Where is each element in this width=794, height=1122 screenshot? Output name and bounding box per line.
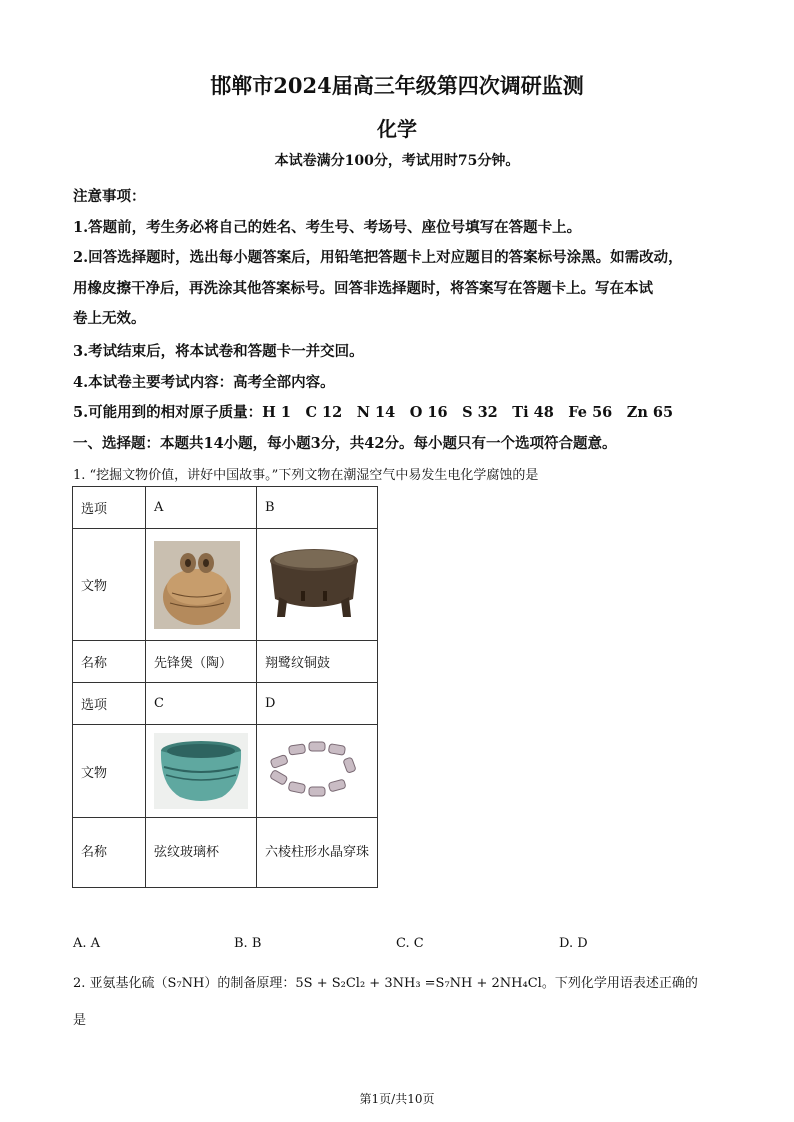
table-cell xyxy=(146,725,257,818)
answer-option-a: A. A xyxy=(73,936,101,951)
notice-heading: 注意事项： xyxy=(73,188,146,205)
notice-item-2-line-2: 用橡皮擦干净后，再洗涂其他答案标号。回答非选择题时，将答案写在答题卡上。写在本试 xyxy=(73,280,653,297)
page-footer: 第1页/共10页 xyxy=(359,1092,435,1106)
notice-item-2-line-1: 2.回答选择题时，选出每小题答案后，用铅笔把答题卡上对应题目的答案标号涂黑。如需改动， xyxy=(73,249,683,266)
table-cell: 六棱柱形水晶穿珠 xyxy=(257,818,378,888)
pottery-jar-image xyxy=(154,541,240,629)
table-row xyxy=(73,487,378,529)
table-cell: 名称 xyxy=(73,818,146,888)
table-row xyxy=(73,818,378,888)
bronze-drum-image xyxy=(265,541,363,629)
answer-option-d: D. D xyxy=(559,936,588,951)
section-heading: 一、选择题：本题共14小题，每小题3分，共42分。每小题只有一个选项符合题意。 xyxy=(73,435,617,452)
notice-item-4: 4.本试卷主要考试内容：高考全部内容。 xyxy=(73,374,335,391)
table-row xyxy=(73,725,378,818)
exam-info: 本试卷满分100分，考试用时75分钟。 xyxy=(274,153,520,169)
notice-item-1: 1.答题前，考生务必将自己的姓名、考生号、考场号、座位号填写在答题卡上。 xyxy=(73,219,582,236)
table-cell: 弦纹玻璃杯 xyxy=(146,818,257,888)
table-cell xyxy=(257,529,378,641)
table-cell: 翔鹭纹铜鼓 xyxy=(257,641,378,683)
question-2-suffix: 。下列化学用语表述正确的 xyxy=(541,976,698,991)
table-cell xyxy=(257,725,378,818)
notice-item-3: 3.考试结束后，将本试卷和答题卡一并交回。 xyxy=(73,343,364,360)
page-title: 邯郸市2024届高三年级第四次调研监测 xyxy=(210,73,584,98)
reaction-equation: 5S + S₂Cl₂ + 3NH₃ =S₇NH + 2NH₄Cl xyxy=(295,976,542,991)
notice-item-5: 5.可能用到的相对原子质量：H 1 C 12 N 14 O 16 S 32 Ti 48 Fe 56 Zn 65 xyxy=(73,404,674,421)
table-row xyxy=(73,529,378,641)
compound-formula: S₇NH xyxy=(167,976,205,991)
table-cell: D xyxy=(257,683,378,725)
crystal-beads-image xyxy=(265,733,363,809)
table-cell: 文物 xyxy=(73,529,146,641)
table-cell: A xyxy=(146,487,257,529)
table-row xyxy=(73,641,378,683)
question-2-middle: ）的制备原理： xyxy=(204,976,296,991)
options-table xyxy=(72,486,378,888)
question-2-prefix: 2. 亚氨基化硫（ xyxy=(73,976,168,991)
table-cell: 选项 xyxy=(73,683,146,725)
question-2-stem xyxy=(73,972,698,991)
table-cell xyxy=(146,529,257,641)
glass-cup-image xyxy=(154,733,248,809)
table-cell: 名称 xyxy=(73,641,146,683)
notice-item-2-line-3: 卷上无效。 xyxy=(73,310,146,327)
table-cell: 文物 xyxy=(73,725,146,818)
table-cell: B xyxy=(257,487,378,529)
question-2-line-2: 是 xyxy=(73,1013,87,1028)
table-cell: 先锋煲（陶） xyxy=(146,641,257,683)
table-cell: C xyxy=(146,683,257,725)
question-1-stem: 1. “挖掘文物价值，讲好中国故事。”下列文物在潮湿空气中易发生电化学腐蚀的是 xyxy=(73,468,539,483)
answer-option-b: B. B xyxy=(234,936,262,951)
table-row xyxy=(73,683,378,725)
table-cell: 选项 xyxy=(73,487,146,529)
subject-title: 化学 xyxy=(377,117,417,141)
answer-option-c: C. C xyxy=(396,936,424,951)
